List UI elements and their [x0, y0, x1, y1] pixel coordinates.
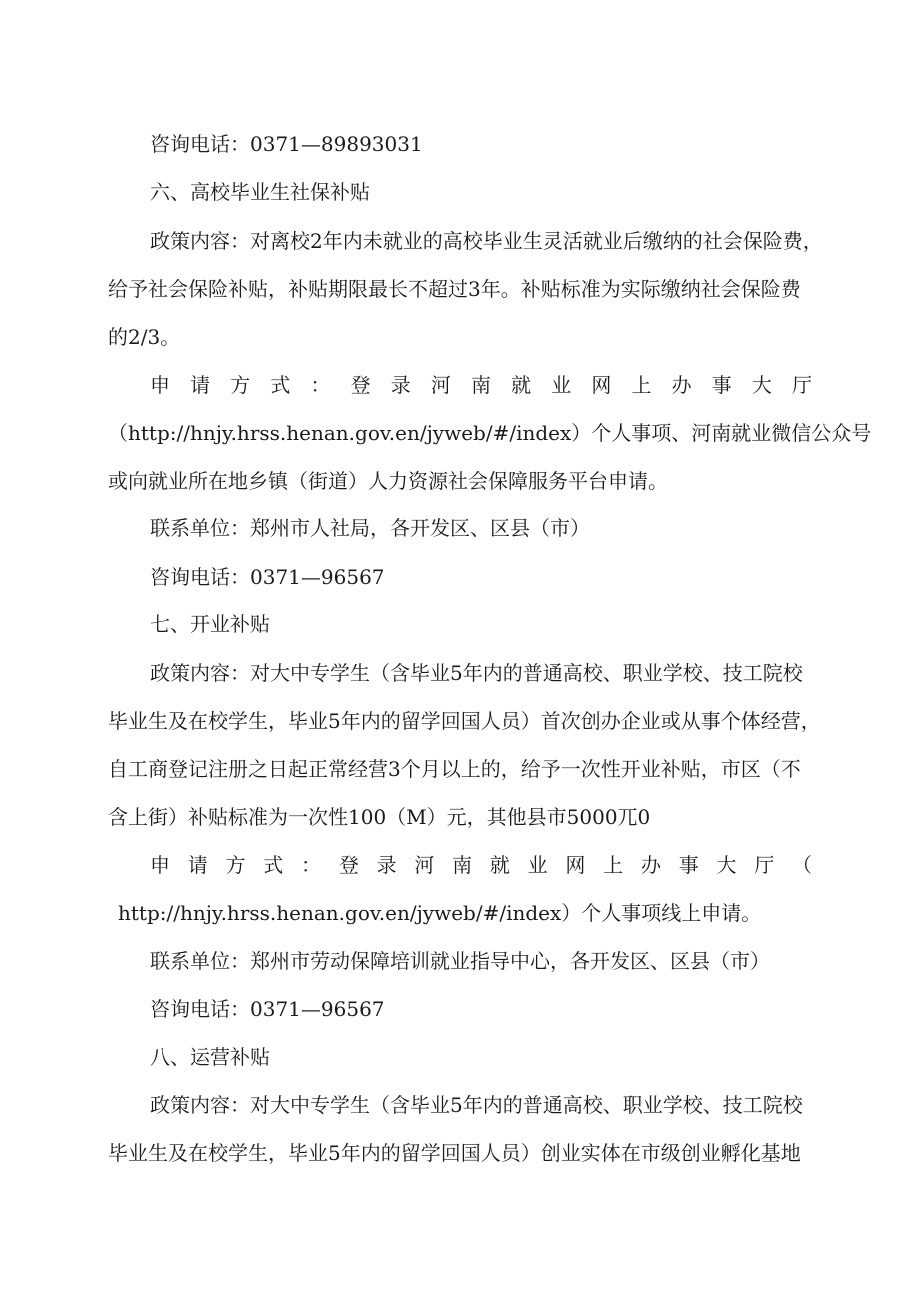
- policy-content-7-line-2: 毕业生及在校学生，毕业5年内的留学回国人员）首次创办企业或从事个体经营，: [108, 709, 821, 733]
- apply-method-7-line-1: 申请方式：登录河南就业网上办事大厅（: [150, 853, 812, 877]
- consult-phone-6: 咨询电话：0371—96567: [150, 565, 385, 589]
- apply-method-6-line-2: （http://hnjy.hrss.henan.gov.en/jyweb/#/index）个人事项、河南就业微信公众号: [108, 421, 872, 445]
- section-heading-7: 七、开业补贴: [150, 612, 270, 636]
- policy-content-7-line-1: 政策内容：对大中专学生（含毕业5年内的普通高校、职业学校、技工院校: [150, 661, 803, 685]
- policy-content-6-line-2: 给予社会保险补贴，补贴期限最长不超过3年。补贴标准为实际缴纳社会保险费: [108, 277, 801, 301]
- contact-unit-7: 联系单位：郑州市劳动保障培训就业指导中心，各开发区、区县（市）: [150, 949, 770, 973]
- section-heading-6: 六、高校毕业生社保补贴: [150, 180, 370, 204]
- section-heading-8: 八、运营补贴: [150, 1045, 270, 1069]
- apply-method-7-line-2: http://hnjy.hrss.henan.gov.en/jyweb/#/index）个人事项线上申请。: [118, 901, 762, 925]
- contact-unit-6: 联系单位：郑州市人社局，各开发区、区县（市）: [150, 516, 590, 540]
- policy-content-6-line-3: 的2/3。: [108, 325, 181, 349]
- policy-content-7-line-3: 自工商登记注册之日起正常经营3个月以上的，给予一次性开业补贴，市区（不: [108, 757, 801, 781]
- apply-method-6-line-1: 申请方式：登录河南就业网上办事大厅: [150, 373, 812, 397]
- policy-content-8-line-2: 毕业生及在校学生，毕业5年内的留学回国人员）创业实体在市级创业孵化基地: [108, 1141, 801, 1165]
- consult-phone-7: 咨询电话：0371—96567: [150, 997, 385, 1021]
- apply-method-6-line-3: 或向就业所在地乡镇（街道）人力资源社会保障服务平台申请。: [108, 469, 668, 493]
- policy-content-8-line-1: 政策内容：对大中专学生（含毕业5年内的普通高校、职业学校、技工院校: [150, 1093, 803, 1117]
- consult-phone-1: 咨询电话：0371—89893031: [150, 132, 423, 156]
- policy-content-7-line-4: 含上街）补贴标准为一次性100（M）元，其他县市5000兀0: [108, 805, 651, 829]
- policy-content-6-line-1: 政策内容：对离校2年内未就业的高校毕业生灵活就业后缴纳的社会保险费，: [150, 229, 823, 253]
